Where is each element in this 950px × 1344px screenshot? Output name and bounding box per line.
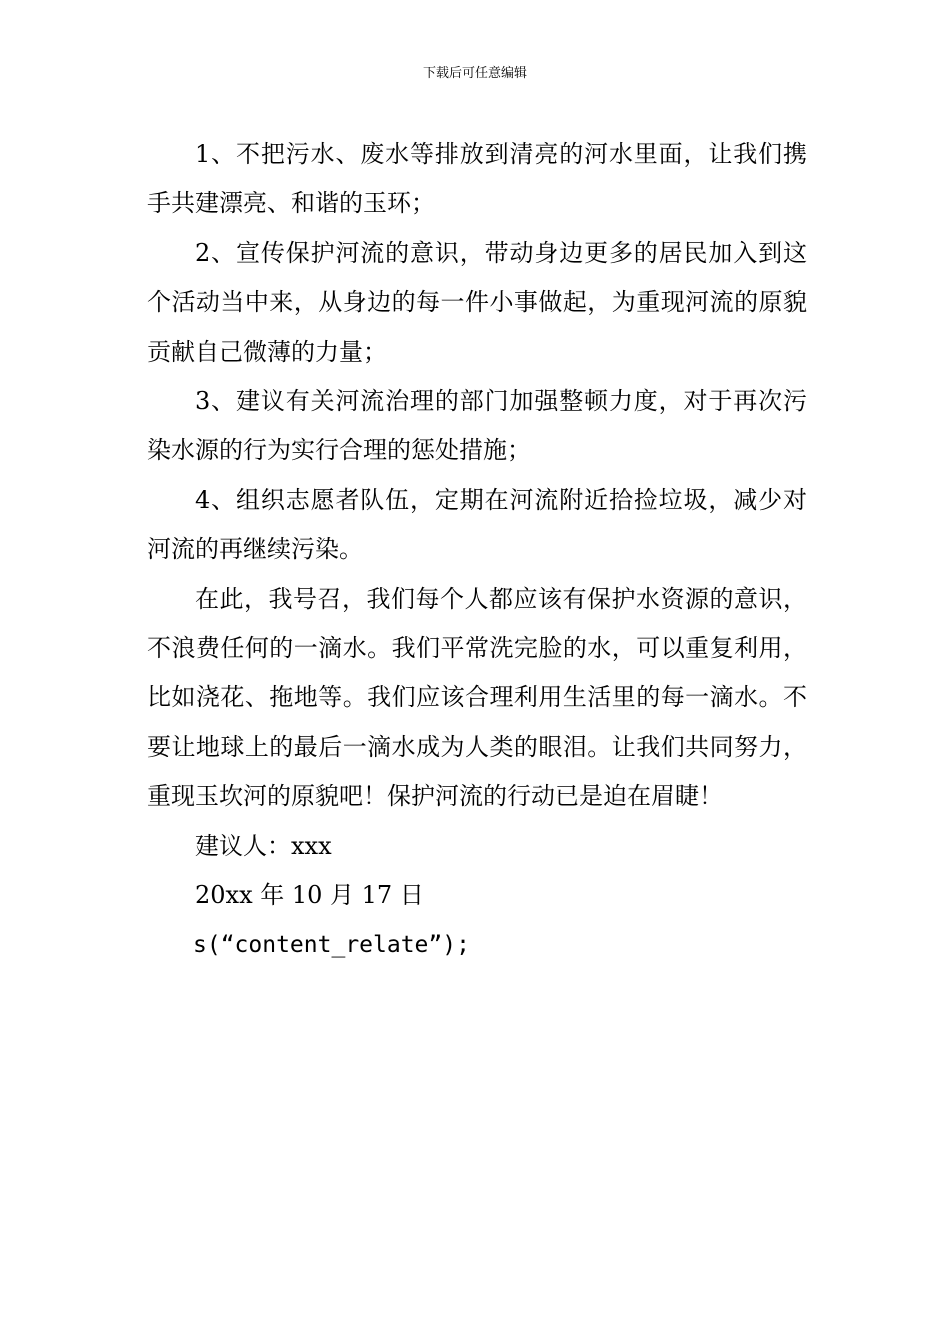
- paragraph-suggestion-2: 2、宣传保护河流的意识，带动身边更多的居民加入到这个活动当中来，从身边的每一件小事做起，为重现河流的原貌贡献自己微薄的力量；: [147, 238, 807, 366]
- paragraph-suggestion-1: 1、不把污水、废水等排放到清亮的河水里面，让我们携手共建漂亮、和谐的玉环；: [147, 140, 807, 218]
- page-header: 下载后可任意编辑: [422, 66, 527, 81]
- document-body: [147, 130, 807, 970]
- date-line: 20xx 年 10 月 17 日: [195, 881, 424, 910]
- paragraph-appeal: 在此，我号召，我们每个人都应该有保护水资源的意识，不浪费任何的一滴水。我们平常洗完脸的水，可以重复利用，比如浇花、拖地等。我们应该合理利用生活里的每一滴水。不要让地球上的最后一滴水成为人类的眼泪。让我们共同努力，重现玉坎河的原貌吧！保护河流的行动已是迫在眉睫！: [147, 584, 807, 811]
- paragraph-suggestion-4: 4、组织志愿者队伍，定期在河流附近拾捡垃圾，减少对河流的再继续污染。: [147, 485, 807, 564]
- signer-line: 建议人：xxx: [195, 831, 332, 860]
- code-snippet-line: s(“content_relate”);: [193, 931, 470, 958]
- paragraph-suggestion-3: 3、建议有关河流治理的部门加强整顿力度，对于再次污染水源的行为实行合理的惩处措施；: [147, 387, 807, 465]
